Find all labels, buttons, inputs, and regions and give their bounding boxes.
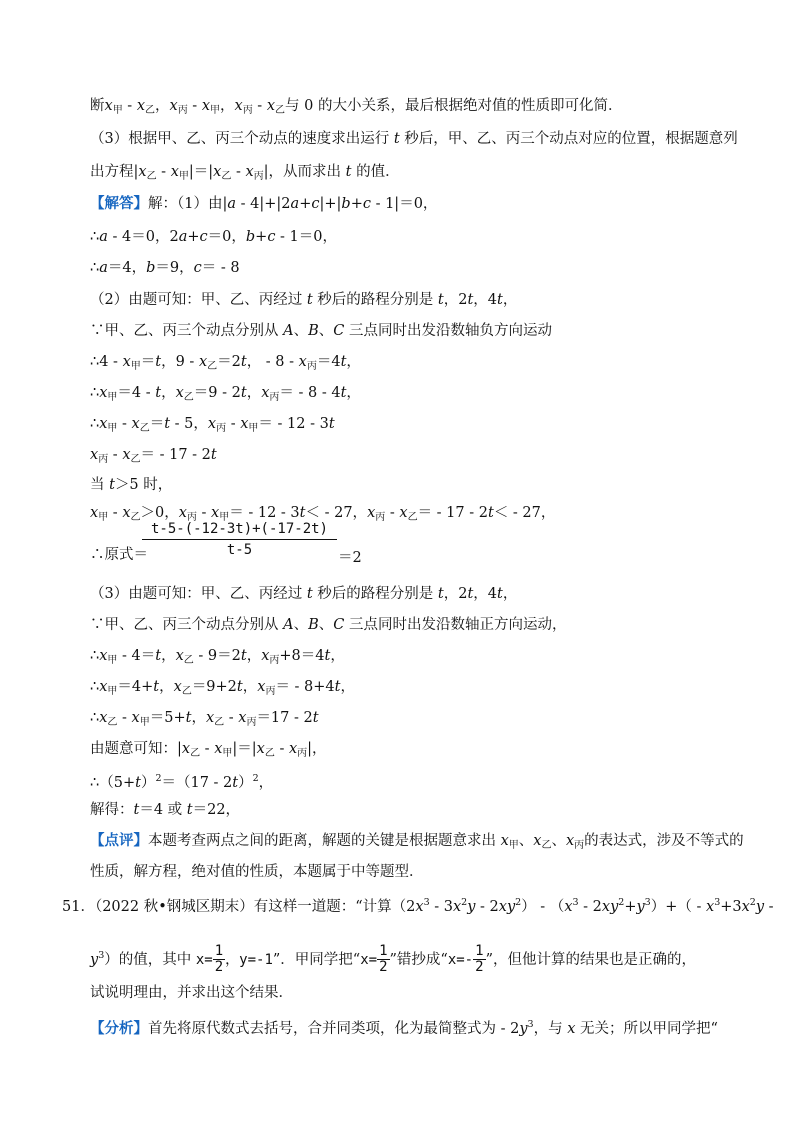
fraction-one-half: $\frac{1}{2}$ — [214, 943, 224, 976]
text-line-20: $\therefore x_乙 - x_甲=5+t$，$x_乙 - x_丙=17 - 2t$ — [90, 710, 319, 728]
text-line-25: 性质，解方程，绝对值的性质，本题属于中等题型． — [90, 864, 424, 880]
original-expression-fraction — [142, 521, 337, 558]
text-line-21: 由题意可知：$|x_乙 - x_甲|=|x_乙 - x_丙|$， — [90, 741, 327, 759]
text-line-19: $\therefore x_甲=4+t$，$x_乙=9+2t$，$x_丙= - 8+4t$， — [90, 679, 355, 697]
fraction-result: ＝2 — [338, 550, 362, 566]
question-51-line-2: $y^3$）的值，其中 x= $\frac{1}{2}$ ，y=-1”．甲同学把“x= $\frac{1}{2}$ ”错抄成“x=- $\frac{1}{2}$ ”，但他计算的结果也是正确的， — [90, 943, 696, 976]
comment-tag: 【点评】 — [90, 832, 148, 849]
solution-tag: 【解答】 — [90, 195, 148, 212]
text-line-2: （3）根据甲、乙、丙三个动点的速度求出运行 t 秒后，甲、乙、丙三个动点对应的位置，根据题意列 — [90, 131, 738, 147]
text-line-6: ∴a＝4，b＝9，c＝ - 8 — [90, 260, 240, 276]
text-line-11: $\therefore x_甲 - x_乙=t - 5$，$x_丙 - x_甲= - 12 - 3t$ — [90, 416, 335, 434]
text-line-1: 断$x_甲 - x_乙$，$x_丙 - x_甲$，$x_丙 - x_乙$与 0 的大小关系，最后根据绝对值的性质即可化简． — [90, 98, 623, 116]
text-line-3: 出方程$|x_乙 - x_甲|=|x_乙 - x_丙|$，从而求出 t 的值． — [90, 164, 400, 182]
analysis-line: 【分析】首先将原代数式去括号，合并同类项，化为最简整式为 - $2y^3$，与 x 无关；所以甲同学把“ — [90, 1019, 718, 1037]
fraction-one-half-2: $\frac{1}{2}$ — [379, 943, 388, 976]
comment-line: 【点评】本题考查两点之间的距离，解题的关键是根据题意求出 $x_甲$、$x_乙$、$x_丙$的表达式，涉及不等式的 — [90, 832, 744, 851]
question-51-line-3: 试说明理由，并求出这个结果． — [90, 985, 293, 1001]
text-line-8: ∵甲、乙、丙三个动点分别从 A、B、C 三点同时出发沿数轴负方向运动 — [90, 323, 552, 339]
text-line-7: （2）由题可知：甲、乙、丙经过 t 秒后的路程分别是 t，2t，4t， — [90, 292, 518, 308]
text-line-13: 当 t＞5 时， — [90, 477, 173, 493]
text-line-5: ∴a - 4＝0，2a+c＝0，b+c - 1＝0， — [90, 229, 338, 245]
original-expression-label: ∴原式＝ — [90, 547, 148, 563]
text-line-12: $x_丙 - x_乙= - 17 - 2t$ — [90, 447, 217, 465]
solution-header-line: 【解答】解：（1）由|a - 4|+|2a+c|+|b+c - 1|＝0， — [90, 195, 438, 212]
text-line-10: $\therefore x_甲=4 - t$，$x_乙=9 - 2t$，$x_丙= - 8 - 4t$， — [90, 385, 361, 403]
text-line-22: $\therefore(5+t)^2=(17 - 2t)^2$， — [90, 773, 274, 791]
text-line-16: （3）由题可知：甲、乙、丙经过 t 秒后的路程分别是 t，2t，4t， — [90, 586, 518, 602]
question-51-line: 51．（2022 秋•钢城区期末）有这样一道题：“计算$(2x^3 - 3x^2y - 2xy^2) - (x^3 - 2xy^2+y^3)+( - x^3+3x^2y$ - — [62, 897, 774, 915]
text-line-17: ∵甲、乙、丙三个动点分别从 A、B、C 三点同时出发沿数轴正方向运动， — [90, 617, 567, 633]
fraction-neg-one-half: $\frac{1}{2}$ — [475, 943, 484, 976]
text-line-9: ∴4 - $x_甲=t$，$9 - x_乙=2t$， - $8 - x_丙=4t$， — [90, 354, 361, 372]
fraction-denominator: t-5 — [226, 542, 253, 558]
text-line-14: $x_甲 - x_乙>0$，$x_丙 - x_甲= - 12 - 3t< - 27$，$x_丙 - x_乙= - 17 - 2t< - 27$， — [90, 505, 556, 523]
fraction-numerator: t-5-(-12-3t)+(-17-2t) — [142, 521, 337, 540]
analysis-tag: 【分析】 — [90, 1019, 148, 1037]
text-line-18: $\therefore x_甲 - 4=t$，$x_乙 - 9=2t$，$x_丙+8=4t$， — [90, 648, 345, 666]
text-line-23: 解得：t＝4 或 t＝22， — [90, 802, 241, 818]
